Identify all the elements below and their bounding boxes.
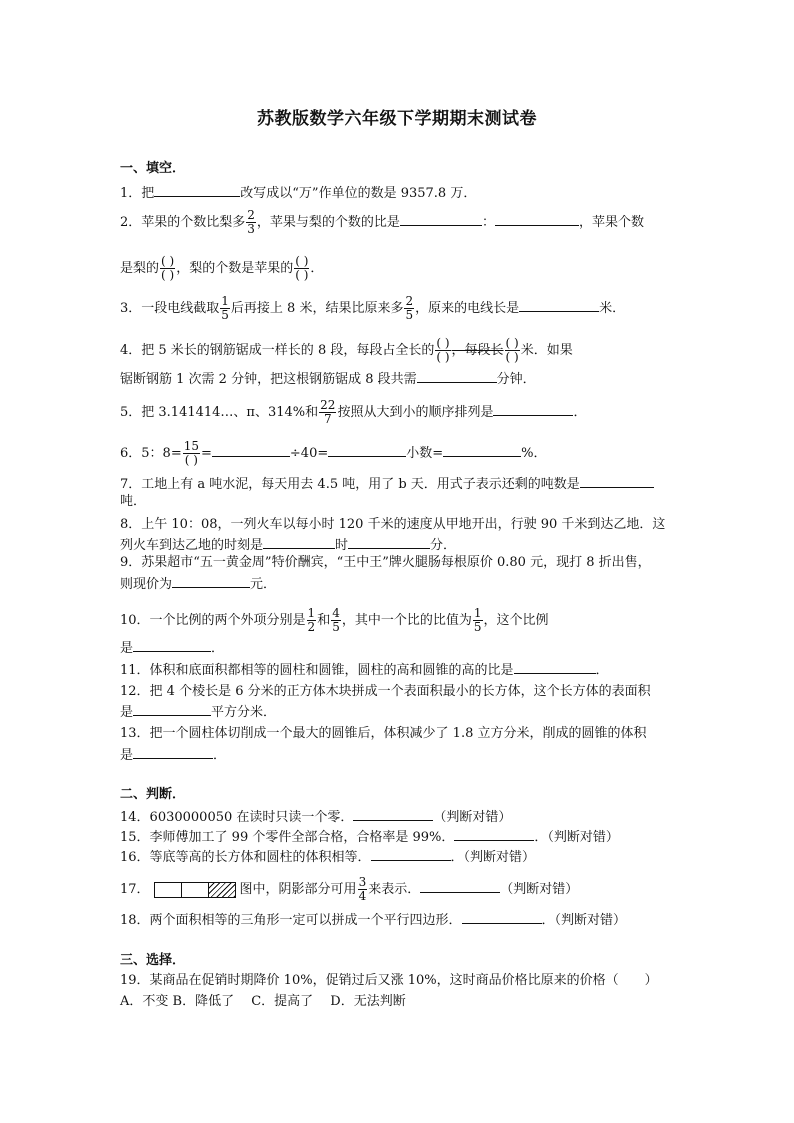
q9-text-b: 则现价为 xyxy=(120,577,173,592)
question-2-cont xyxy=(120,255,323,282)
question-7 xyxy=(120,474,654,494)
q17-text-b: 图中，阴影部分可用 xyxy=(239,882,357,897)
fraction xyxy=(246,209,256,236)
question-9 xyxy=(120,554,651,572)
fraction-blank[interactable] xyxy=(294,255,309,282)
q2-text-h: ． xyxy=(310,261,324,276)
answer-blank[interactable] xyxy=(462,910,542,924)
answer-blank[interactable] xyxy=(133,638,211,652)
q8-text-d: 分． xyxy=(430,538,457,553)
q11-text-b: ． xyxy=(595,663,609,678)
answer-blank[interactable] xyxy=(212,443,290,457)
q14-text-b: （判断对错） xyxy=(433,810,512,825)
q7-text-a: 7．工地上有 a 吨水泥，每天用去 4.5 吨，用了 b 天．用式子表示还剩的吨数是 xyxy=(120,477,580,492)
q14-text-a: 14．6030000050 在读时只读一个零． xyxy=(120,810,354,825)
q2-text-b: ，苹果与梨的个数的比是 xyxy=(256,215,400,230)
figure-cell xyxy=(182,883,209,897)
question-11 xyxy=(120,660,609,680)
question-2 xyxy=(120,209,644,236)
q19-text-a: 19．某商品在促销时期降价 10%，促销过后又涨 10%，这时商品价格比原来的价格（ ） xyxy=(120,973,658,988)
q2-text-g: ，梨的个数是苹果的 xyxy=(176,261,294,276)
question-14 xyxy=(120,807,511,827)
shaded-rectangle-figure xyxy=(154,882,236,898)
question-3 xyxy=(120,295,625,322)
q2-text-e: 是梨的 xyxy=(120,261,160,276)
q4-text-a: 4．把 5 米长的钢筋锯成一样长的 8 段，每段占全长的 xyxy=(120,343,435,358)
answer-blank[interactable] xyxy=(495,212,579,226)
q8-text-b: 列火车到达乙地的时刻是 xyxy=(120,538,264,553)
answer-blank[interactable] xyxy=(417,369,497,383)
answer-blank[interactable] xyxy=(580,474,654,488)
q10-text-e: 是 xyxy=(120,641,134,656)
question-10 xyxy=(120,607,549,634)
question-8-cont xyxy=(120,535,456,555)
fraction-numerator: ( ) xyxy=(161,254,175,268)
fraction-numerator: 4 xyxy=(332,606,340,620)
answer-blank[interactable] xyxy=(443,443,521,457)
fraction-denominator: 5 xyxy=(332,620,340,634)
q2-text-d: ，苹果个数 xyxy=(578,215,644,230)
answer-blank[interactable] xyxy=(133,745,213,759)
q6-text-b: = xyxy=(201,446,212,461)
question-18 xyxy=(120,910,626,930)
q13-text-b: 是 xyxy=(120,748,134,763)
fraction-numerator: 22 xyxy=(320,398,336,412)
answer-blank[interactable] xyxy=(263,535,335,549)
q16-text-b: ．（判断对错） xyxy=(450,850,536,865)
fraction-blank[interactable] xyxy=(435,337,450,364)
question-12 xyxy=(120,683,651,701)
answer-blank[interactable] xyxy=(353,807,433,821)
answer-blank[interactable] xyxy=(493,402,573,416)
q10-text-b: 和 xyxy=(317,613,331,628)
q17-text-d: （判断对错） xyxy=(500,882,579,897)
answer-blank[interactable] xyxy=(154,183,240,197)
q3-text-c: ，原来的电线长是 xyxy=(415,301,520,316)
q5-text-c: ． xyxy=(573,405,587,420)
q12-text-c: 平方分米． xyxy=(211,705,277,720)
fraction-denominator: 2 xyxy=(307,620,316,634)
fraction-denominator: ( ) xyxy=(295,268,309,282)
question-19 xyxy=(120,972,658,990)
fraction xyxy=(404,295,414,322)
question-15 xyxy=(120,827,619,847)
fraction-denominator: 5 xyxy=(221,308,229,322)
q9-text-a: 9．苏果超市“五一黄金周”特价酬宾，“王中王”牌火腿肠每根原价 0.80 元，现打 8 折出售， xyxy=(120,555,651,570)
fraction-denominator: ( ) xyxy=(436,350,450,364)
q10-text-d: ，这个比例 xyxy=(483,613,549,628)
figure-cell xyxy=(155,883,182,897)
question-7-cont xyxy=(120,493,146,511)
q3-text-b: 后再接上 8 米，结果比原来多 xyxy=(230,301,404,316)
answer-blank[interactable] xyxy=(420,879,500,893)
fraction xyxy=(358,876,368,903)
q6-text-d: 小数= xyxy=(406,446,444,461)
fraction-numerator: ( ) xyxy=(436,336,450,350)
fraction xyxy=(220,295,230,322)
q7-text-b: 吨． xyxy=(120,494,147,509)
fraction-numerator: 1 xyxy=(307,606,316,620)
question-19-options[interactable]: A．不变 B．降低了 C．提高了 D．无法判断 xyxy=(120,994,406,1009)
question-1 xyxy=(120,183,476,203)
question-13-cont xyxy=(120,745,226,765)
fraction-numerator: 15 xyxy=(183,439,199,453)
question-13 xyxy=(120,725,646,743)
fraction-denominator: 7 xyxy=(323,412,332,426)
answer-blank[interactable] xyxy=(454,827,534,841)
fraction-numerator: 3 xyxy=(358,875,367,889)
q6-text-a: 6．5：8= xyxy=(120,446,182,461)
section-judge-heading: 二、判断． xyxy=(120,787,186,802)
fraction xyxy=(473,607,483,634)
fraction-denominator: ( ) xyxy=(161,268,175,282)
fraction-numerator: ( ) xyxy=(295,254,309,268)
fraction-denominator: 4 xyxy=(358,889,367,903)
q10-text-c: ，其中一个比的比值为 xyxy=(341,613,472,628)
fraction-denominator: 5 xyxy=(473,620,482,634)
q8-text-a: 8．上午 10：08，一列火车以每小时 120 千米的速度从甲地开出，行驶 90 千米到达乙地．这 xyxy=(120,517,666,532)
question-12-cont xyxy=(120,702,276,722)
page-title: 苏教版数学六年级下学期期末测试卷 xyxy=(257,109,537,129)
section-choice-heading: 三、选择． xyxy=(120,953,186,968)
answer-blank[interactable] xyxy=(133,702,211,716)
q15-text-b: ．（判断对错） xyxy=(534,830,619,845)
q4-text-d: 锯断钢筋 1 次需 2 分钟，把这根钢筋锯成 8 段共需 xyxy=(120,372,417,387)
q5-text-a: 5．把 3.141414…、π、314%和 xyxy=(120,405,319,420)
q10-text-a: 10．一个比例的两个外项分别是 xyxy=(120,613,306,628)
fraction xyxy=(331,607,341,634)
q6-text-c: ÷40= xyxy=(289,446,329,461)
q13-text-a: 13．把一个圆柱体切削成一个最大的圆锥后，体积减少了 1.8 立方分米，削成的圆锥的体积 xyxy=(120,726,647,741)
question-9-cont xyxy=(120,574,276,594)
fraction-numerator: 1 xyxy=(473,606,482,620)
q4-text-e: 分钟． xyxy=(496,372,536,387)
q17-text-c: 来表示． xyxy=(368,882,421,897)
fraction-numerator: 2 xyxy=(247,208,255,222)
answer-blank[interactable] xyxy=(371,847,451,861)
q3-text-d: 米． xyxy=(599,301,626,316)
q15-text-a: 15．李师傅加工了 99 个零件全部合格，合格率是 99%． xyxy=(120,830,455,845)
q11-text-a: 11．体积和底面积都相等的圆柱和圆锥，圆柱的高和圆锥的高的比是 xyxy=(120,663,514,678)
fraction-numerator: 1 xyxy=(221,294,229,308)
answer-blank[interactable] xyxy=(519,298,599,312)
fraction-numerator: 2 xyxy=(405,294,414,308)
fraction-denominator: ( ) xyxy=(184,453,198,467)
q10-text-f: ． xyxy=(211,641,225,656)
q12-text-b: 是 xyxy=(120,705,134,720)
answer-blank[interactable] xyxy=(328,443,406,457)
fraction-blank[interactable] xyxy=(183,440,200,467)
question-4 xyxy=(120,337,573,364)
q6-text-e: %． xyxy=(521,446,547,461)
q18-text-b: ．（判断对错） xyxy=(541,913,627,928)
question-5 xyxy=(120,399,586,426)
q12-text-a: 12．把 4 个棱长是 6 分米的正方体木块拼成一个表面积最小的长方体，这个长方体的表面积 xyxy=(120,684,651,699)
figure-cell-shaded xyxy=(209,883,235,897)
q8-text-c: 时 xyxy=(335,538,349,553)
q13-text-c: ． xyxy=(213,748,227,763)
q4-text-b: ，每段长 xyxy=(451,343,504,358)
q9-text-c: 元． xyxy=(250,577,277,592)
question-4-cont xyxy=(120,369,536,389)
q17-text-a: 17． xyxy=(120,882,150,897)
answer-blank[interactable] xyxy=(348,535,430,549)
section-fill-heading: 一、填空． xyxy=(120,161,186,176)
question-6 xyxy=(120,440,547,467)
fraction xyxy=(319,399,336,426)
q2-text-a: 2．苹果的个数比梨多 xyxy=(120,215,246,230)
q18-text-a: 18．两个面积相等的三角形一定可以拼成一个平行四边形． xyxy=(120,913,462,928)
q5-text-b: 按照从大到小的顺序排列是 xyxy=(337,405,494,420)
q4-text-c: 米．如果 xyxy=(520,343,573,358)
q3-text-a: 3．一段电线截取 xyxy=(120,301,220,316)
fraction-denominator: 3 xyxy=(247,222,255,236)
q1-text-b: 改写成以“万”作单位的数是 9357.8 万． xyxy=(240,186,477,201)
answer-blank[interactable] xyxy=(400,212,482,226)
fraction-blank[interactable] xyxy=(505,337,520,364)
question-10-cont xyxy=(120,638,224,658)
fraction-denominator: ( ) xyxy=(505,350,519,364)
answer-blank[interactable] xyxy=(514,660,596,674)
question-17 xyxy=(120,876,578,903)
q16-text-a: 16．等底等高的长方体和圆柱的体积相等． xyxy=(120,850,371,865)
fraction-denominator: 5 xyxy=(405,308,414,322)
answer-blank[interactable] xyxy=(172,574,250,588)
q2-text-c: ： xyxy=(481,215,495,230)
question-16 xyxy=(120,847,535,867)
question-8 xyxy=(120,516,665,534)
fraction-blank[interactable] xyxy=(160,255,175,282)
q1-text-a: 1．把 xyxy=(120,186,155,201)
fraction xyxy=(307,607,317,634)
fraction-numerator: ( ) xyxy=(505,336,519,350)
